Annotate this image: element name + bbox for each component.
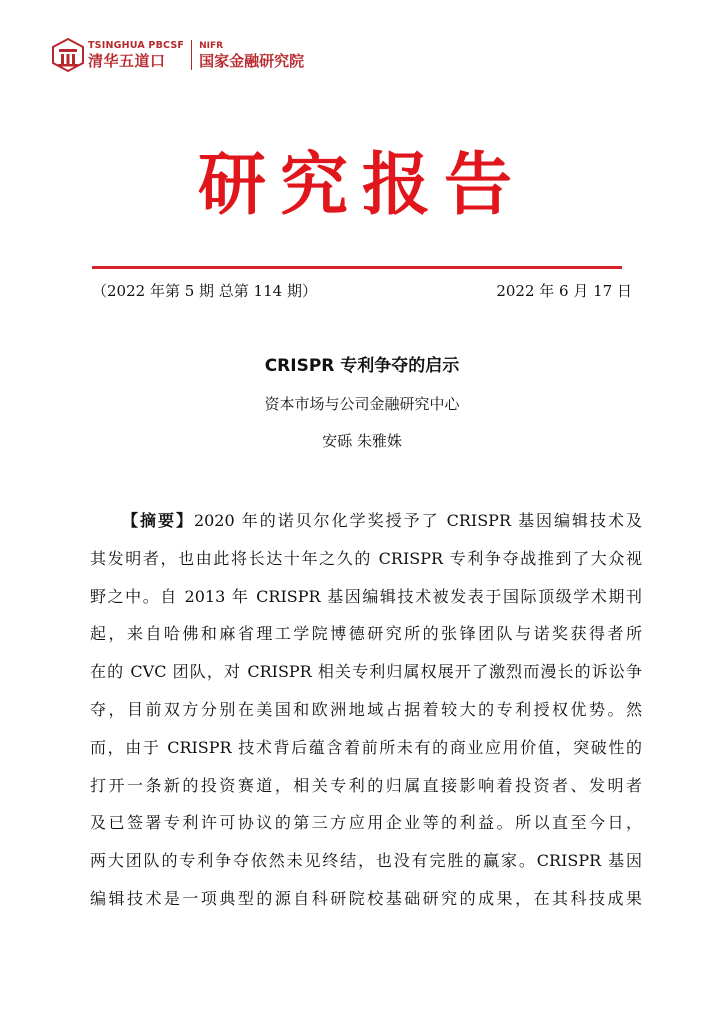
abstract-line: 其发明者，也由此将长达十年之久的 CRISPR 专利争夺战推到了大众视 — [90, 548, 642, 568]
institution-logo — [52, 37, 304, 73]
authors: 安砾 朱雅姝 — [322, 432, 402, 450]
abstract-line: 编辑技术是一项典型的源自科研院校基础研究的成果，在其科技成果 — [90, 888, 642, 908]
logo-divider — [191, 40, 192, 70]
abstract-paragraph — [90, 502, 642, 918]
research-department: 资本市场与公司金融研究中心 — [264, 395, 460, 413]
abstract-line: 在的 CVC 团队，对 CRISPR 相关专利归属权展开了激烈而漫长的诉讼争 — [90, 662, 642, 682]
abstract-label: 【摘要】 — [122, 511, 194, 530]
logo-nifr-text — [199, 40, 304, 70]
logo-english-name: TSINGHUA PBCSF — [88, 40, 185, 51]
abstract-line: 及已签署专利许可协议的第三方应用企业等的利益。所以直至今日， — [90, 813, 642, 833]
report-type-heading: 研究报告 — [197, 145, 526, 225]
logo-nifr-name: 国家金融研究院 — [199, 52, 305, 70]
issue-number: （2022 年第 5 期 总第 114 期） — [92, 282, 317, 300]
abstract-line: 起，来自哈佛和麻省理工学院博德研究所的张锋团队与诺奖获得者所 — [90, 624, 642, 644]
header-red-rule — [92, 266, 622, 269]
pbcsf-emblem-icon — [52, 38, 84, 72]
abstract-line: 野之中。自 2013 年 CRISPR 基因编辑技术被发表于国际顶级学术期刊 — [90, 586, 642, 606]
publication-date: 2022 年 6 月 17 日 — [496, 282, 632, 300]
abstract-line: 夺，目前双方分别在美国和欧洲地域占据着较大的专利授权优势。然 — [90, 699, 642, 719]
report-title: CRISPR 专利争夺的启示 — [264, 356, 460, 376]
abstract-line: 打开一条新的投资赛道，相关专利的归属直接影响着投资者、发明者 — [90, 775, 642, 795]
logo-pbcsf-text — [88, 40, 184, 70]
logo-chinese-name: 清华五道口 — [88, 52, 166, 70]
abstract-line: 两大团队的专利争夺依然未见终结，也没有完胜的赢家。CRISPR 基因 — [90, 851, 642, 871]
abstract-line — [90, 502, 642, 540]
logo-nifr-abbr: NIFR — [199, 41, 224, 51]
abstract-line-text: 2020 年的诺贝尔化学奖授予了 CRISPR 基因编辑技术及 — [193, 511, 642, 530]
abstract-line: 而，由于 CRISPR 技术背后蕴含着前所未有的商业应用价值，突破性的 — [90, 737, 642, 757]
